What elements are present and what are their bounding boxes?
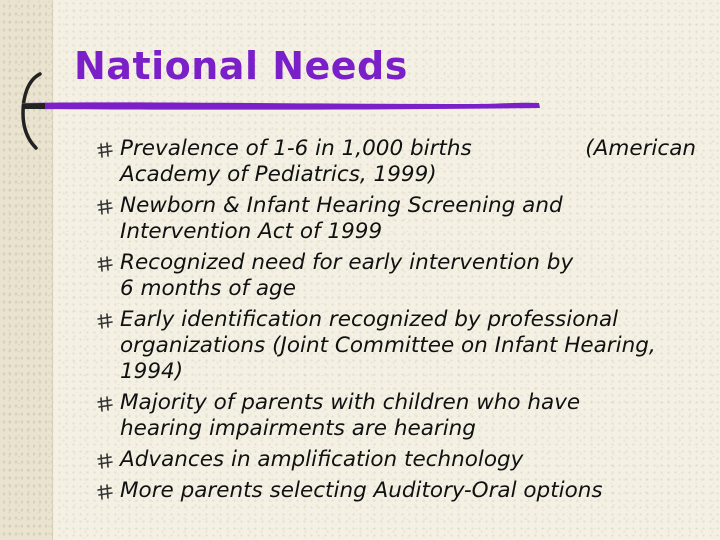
bullet-text-part: (American — [585, 136, 696, 161]
bullet-item — [96, 250, 696, 302]
bullet-list — [96, 136, 696, 509]
hash-bullet-icon — [96, 255, 114, 273]
bullet-item — [96, 478, 696, 504]
hash-bullet-icon — [96, 312, 114, 330]
bullet-item — [96, 390, 696, 442]
bullet-item — [96, 447, 696, 473]
bullet-item — [96, 193, 696, 245]
bullet-text-part: Prevalence of 1-6 in 1,000 births — [120, 136, 472, 161]
bullet-text-part: Academy of Pediatrics, 1999) — [120, 162, 437, 187]
left-sidebar-band — [0, 0, 53, 540]
bullet-text: More parents selecting Auditory-Oral options — [120, 478, 603, 503]
slide-title: National Needs — [74, 44, 408, 88]
bullet-item — [96, 136, 696, 188]
hash-bullet-icon — [96, 198, 114, 216]
hash-bullet-icon — [96, 483, 114, 501]
title-underline-rule — [22, 102, 540, 109]
bullet-text: Early identification recognized by professional organizations (Joint Committee on Infant Hearing, 1994) — [120, 307, 656, 384]
bullet-text: Majority of parents with children who have hearing impairments are hearing — [120, 390, 581, 441]
bullet-text: Advances in amplification technology — [120, 447, 524, 472]
bullet-item — [96, 307, 696, 385]
bullet-text: Newborn & Infant Hearing Screening and Intervention Act of 1999 — [120, 193, 563, 244]
hash-bullet-icon — [96, 141, 114, 159]
hash-bullet-icon — [96, 395, 114, 413]
bullet-text: Recognized need for early intervention by 6 months of age — [120, 250, 574, 301]
hash-bullet-icon — [96, 452, 114, 470]
